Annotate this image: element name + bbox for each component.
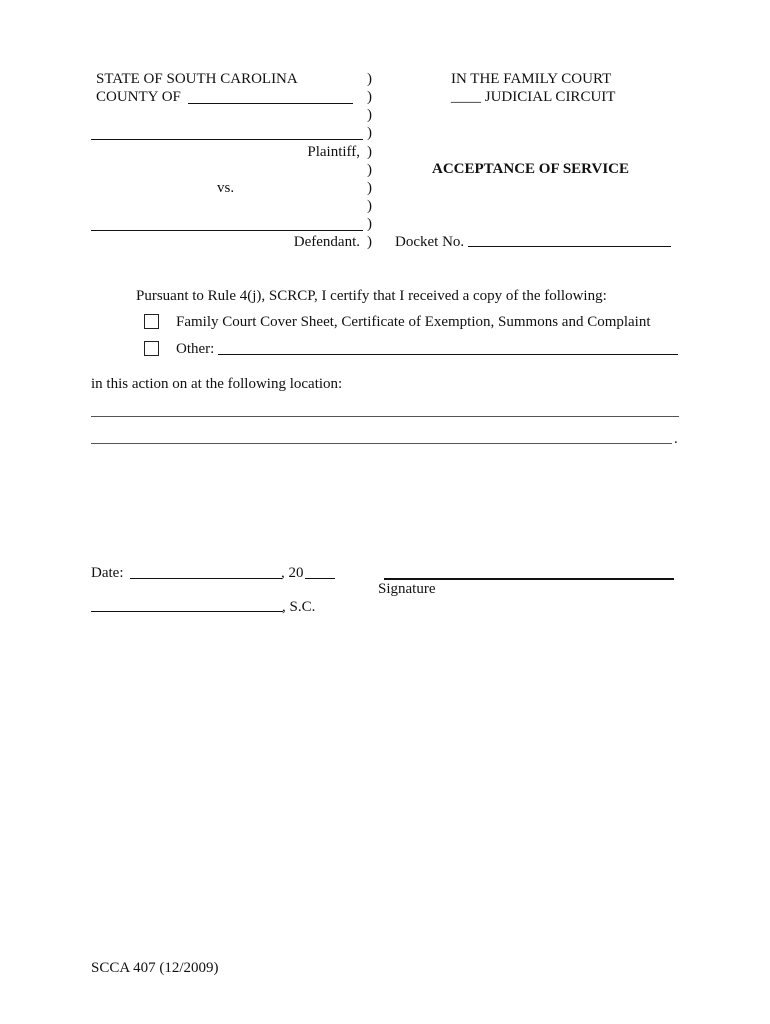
docket-number-field[interactable]: [468, 246, 671, 247]
court-label: IN THE FAMILY COURT: [451, 71, 612, 87]
circuit-label: JUDICIAL CIRCUIT: [484, 89, 616, 105]
caption-paren: ): [367, 180, 372, 196]
caption-paren: ): [367, 107, 372, 123]
caption-paren: ): [367, 234, 372, 250]
option-cover-sheet-label: Family Court Cover Sheet, Certificate of Exemption, Summons and Complaint: [176, 314, 651, 330]
location-period: .: [674, 431, 678, 447]
location-text: in this action on at the following location:: [91, 376, 343, 392]
plaintiff-name-field[interactable]: [91, 139, 363, 140]
state-label: STATE OF SOUTH CAROLINA: [96, 71, 298, 87]
county-label: COUNTY OF: [96, 89, 181, 105]
caption-paren: ): [367, 89, 372, 105]
caption-paren: ): [367, 198, 372, 214]
caption-paren: ): [367, 125, 372, 141]
county-field[interactable]: [188, 103, 353, 104]
location-line-2[interactable]: [91, 443, 672, 444]
caption-paren: ): [367, 71, 372, 87]
year-field[interactable]: [305, 578, 335, 579]
location-line-1[interactable]: [91, 416, 679, 417]
caption-paren: ): [367, 144, 372, 160]
defendant-label: Defendant.: [293, 234, 360, 250]
circuit-line: [451, 88, 615, 106]
city-field[interactable]: [91, 611, 283, 612]
form-id: SCCA 407 (12/2009): [91, 960, 219, 976]
circuit-field[interactable]: ____: [451, 89, 481, 105]
option-other-label: Other:: [176, 341, 215, 357]
date-label: Date:: [91, 565, 124, 581]
checkbox-cover-sheet[interactable]: [144, 314, 159, 329]
date-field[interactable]: [130, 578, 282, 579]
year-prefix: , 20: [281, 565, 304, 581]
sc-suffix: , S.C.: [282, 599, 316, 615]
signature-label: Signature: [378, 581, 436, 597]
caption-paren: ): [367, 216, 372, 232]
caption-paren: ): [367, 162, 372, 178]
document-title: ACCEPTANCE OF SERVICE: [432, 161, 629, 177]
plaintiff-label: Plaintiff,: [307, 144, 360, 160]
defendant-name-field[interactable]: [91, 230, 363, 231]
docket-label: Docket No.: [395, 234, 465, 250]
vs-label: vs.: [217, 180, 235, 196]
intro-text: Pursuant to Rule 4(j), SCRCP, I certify that I received a copy of the following:: [136, 288, 607, 304]
other-field[interactable]: [218, 354, 678, 355]
checkbox-other[interactable]: [144, 341, 159, 356]
